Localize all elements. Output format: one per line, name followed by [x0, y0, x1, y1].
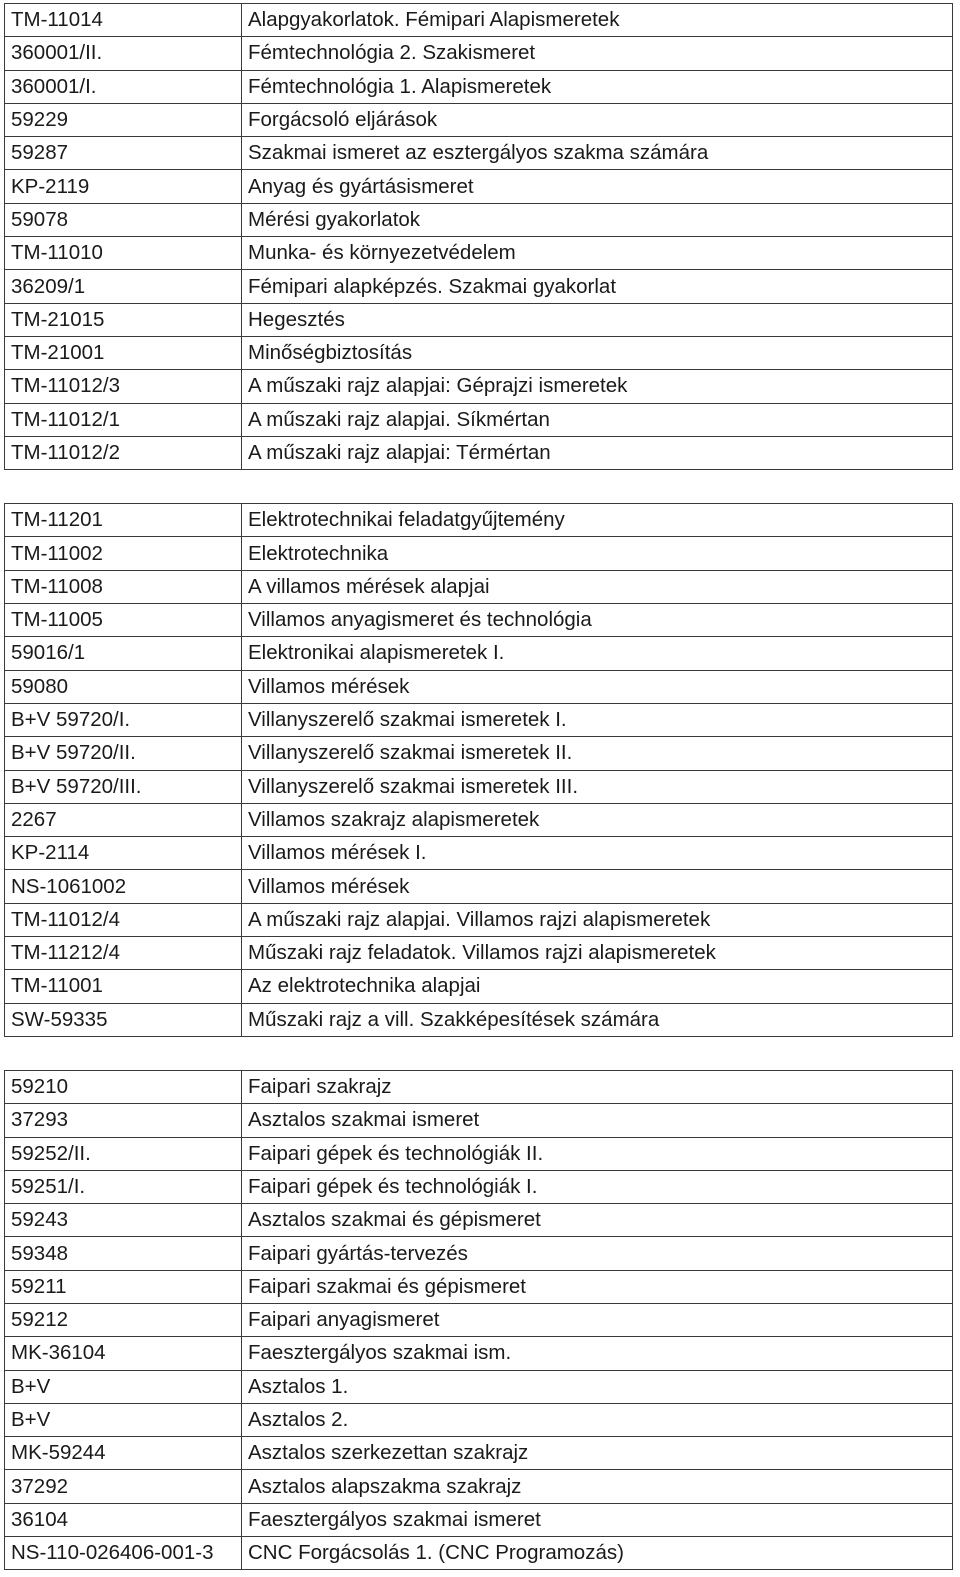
table-row — [5, 303, 953, 336]
item-code: 36209/1 — [5, 270, 242, 303]
item-title: Asztalos szerkezettan szakrajz — [242, 1437, 953, 1470]
item-title: Faesztergályos szakmai ism. — [242, 1337, 953, 1370]
item-title: Asztalos szakmai és gépismeret — [242, 1204, 953, 1237]
item-title: Villamos mérések — [242, 670, 953, 703]
table-row — [5, 4, 953, 37]
item-code: 59211 — [5, 1270, 242, 1303]
table-row — [5, 103, 953, 136]
table-row — [5, 1204, 953, 1237]
item-code: B+V — [5, 1403, 242, 1436]
table-row — [5, 737, 953, 770]
item-title: A villamos mérések alapjai — [242, 570, 953, 603]
table-row — [5, 570, 953, 603]
table-row — [5, 1503, 953, 1536]
item-code: 59243 — [5, 1204, 242, 1237]
item-title: Villamos szakrajz alapismeretek — [242, 803, 953, 836]
item-title: Szakmai ismeret az esztergályos szakma számára — [242, 137, 953, 170]
table-row — [5, 1237, 953, 1270]
table-row — [5, 70, 953, 103]
item-title: Minőségbiztosítás — [242, 336, 953, 369]
table-row — [5, 637, 953, 670]
table-row — [5, 370, 953, 403]
item-title: Faipari anyagismeret — [242, 1303, 953, 1336]
item-code: MK-36104 — [5, 1337, 242, 1370]
item-code: TM-11201 — [5, 504, 242, 537]
item-title: Villanyszerelő szakmai ismeretek III. — [242, 770, 953, 803]
item-code: TM-11014 — [5, 4, 242, 37]
table-row — [5, 504, 953, 537]
item-code: TM-11012/2 — [5, 436, 242, 469]
item-code: 2267 — [5, 803, 242, 836]
item-title: Forgácsoló eljárások — [242, 103, 953, 136]
item-title: Asztalos 2. — [242, 1403, 953, 1436]
table-row — [5, 436, 953, 469]
table-row — [5, 870, 953, 903]
table-row — [5, 770, 953, 803]
document — [4, 3, 952, 1570]
item-title: Villanyszerelő szakmai ismeretek I. — [242, 703, 953, 736]
table-row — [5, 270, 953, 303]
table-row — [5, 1370, 953, 1403]
item-title: Asztalos 1. — [242, 1370, 953, 1403]
item-title: Faipari gépek és technológiák I. — [242, 1170, 953, 1203]
item-title: A műszaki rajz alapjai. Síkmértan — [242, 403, 953, 436]
item-title: Elektrotechnikai feladatgyűjtemény — [242, 504, 953, 537]
electrical-books-body — [5, 504, 953, 1037]
table-row — [5, 1403, 953, 1436]
item-code: TM-11212/4 — [5, 937, 242, 970]
item-code: B+V — [5, 1370, 242, 1403]
item-code: 360001/II. — [5, 37, 242, 70]
item-title: Munka- és környezetvédelem — [242, 237, 953, 270]
item-title: Asztalos alapszakma szakrajz — [242, 1470, 953, 1503]
item-code: 59252/II. — [5, 1137, 242, 1170]
item-title: A műszaki rajz alapjai: Géprajzi ismeretek — [242, 370, 953, 403]
table-row — [5, 903, 953, 936]
table-row — [5, 937, 953, 970]
table-row — [5, 1337, 953, 1370]
item-code: TM-11001 — [5, 970, 242, 1003]
item-title: Faesztergályos szakmai ismeret — [242, 1503, 953, 1536]
item-code: TM-11002 — [5, 537, 242, 570]
woodwork-books-table — [4, 1070, 953, 1570]
item-title: A műszaki rajz alapjai: Térmértan — [242, 436, 953, 469]
section-spacer — [4, 470, 952, 503]
table-row — [5, 37, 953, 70]
table-row — [5, 1270, 953, 1303]
item-title: Az elektrotechnika alapjai — [242, 970, 953, 1003]
woodwork-books-body — [5, 1070, 953, 1569]
table-row — [5, 1437, 953, 1470]
item-code: TM-21001 — [5, 336, 242, 369]
item-code: TM-11005 — [5, 604, 242, 637]
item-title: Fémtechnológia 2. Szakismeret — [242, 37, 953, 70]
item-title: Mérési gyakorlatok — [242, 203, 953, 236]
item-title: Fémtechnológia 1. Alapismeretek — [242, 70, 953, 103]
item-title: Műszaki rajz a vill. Szakképesítések számára — [242, 1003, 953, 1036]
table-row — [5, 203, 953, 236]
item-title: Faipari gyártás-tervezés — [242, 1237, 953, 1270]
table-row — [5, 137, 953, 170]
item-code: NS-110-026406-001-3 — [5, 1537, 242, 1570]
item-title: Műszaki rajz feladatok. Villamos rajzi alapismeretek — [242, 937, 953, 970]
item-code: 37293 — [5, 1104, 242, 1137]
item-title: Faipari szakmai és gépismeret — [242, 1270, 953, 1303]
item-title: Alapgyakorlatok. Fémipari Alapismeretek — [242, 4, 953, 37]
item-code: KP-2114 — [5, 837, 242, 870]
item-code: 59210 — [5, 1070, 242, 1103]
item-code: B+V 59720/II. — [5, 737, 242, 770]
table-row — [5, 1470, 953, 1503]
item-code: 360001/I. — [5, 70, 242, 103]
table-row — [5, 703, 953, 736]
item-code: B+V 59720/I. — [5, 703, 242, 736]
table-row — [5, 237, 953, 270]
item-code: TM-11008 — [5, 570, 242, 603]
table-row — [5, 1104, 953, 1137]
item-title: Villanyszerelő szakmai ismeretek II. — [242, 737, 953, 770]
table-row — [5, 1170, 953, 1203]
table-row — [5, 336, 953, 369]
item-code: 59080 — [5, 670, 242, 703]
table-row — [5, 170, 953, 203]
table-row — [5, 604, 953, 637]
table-row — [5, 670, 953, 703]
table-row — [5, 1137, 953, 1170]
item-title: Faipari gépek és technológiák II. — [242, 1137, 953, 1170]
item-code: 59287 — [5, 137, 242, 170]
item-code: NS-1061002 — [5, 870, 242, 903]
item-title: Elektronikai alapismeretek I. — [242, 637, 953, 670]
electrical-books-table — [4, 503, 953, 1037]
item-code: 59251/I. — [5, 1170, 242, 1203]
table-row — [5, 837, 953, 870]
item-title: Anyag és gyártásismeret — [242, 170, 953, 203]
item-code: TM-11012/4 — [5, 903, 242, 936]
table-row — [5, 537, 953, 570]
table-row — [5, 1303, 953, 1336]
item-code: TM-21015 — [5, 303, 242, 336]
item-code: 59078 — [5, 203, 242, 236]
item-title: Villamos mérések I. — [242, 837, 953, 870]
table-row — [5, 803, 953, 836]
item-code: TM-11012/3 — [5, 370, 242, 403]
table-row — [5, 970, 953, 1003]
item-code: 36104 — [5, 1503, 242, 1536]
item-code: 59212 — [5, 1303, 242, 1336]
item-code: KP-2119 — [5, 170, 242, 203]
item-code: 59348 — [5, 1237, 242, 1270]
metal-books-table — [4, 3, 953, 470]
item-code: MK-59244 — [5, 1437, 242, 1470]
table-row — [5, 403, 953, 436]
item-title: Villamos anyagismeret és technológia — [242, 604, 953, 637]
item-code: TM-11012/1 — [5, 403, 242, 436]
item-title: Fémipari alapképzés. Szakmai gyakorlat — [242, 270, 953, 303]
item-title: Villamos mérések — [242, 870, 953, 903]
item-code: TM-11010 — [5, 237, 242, 270]
item-code: B+V 59720/III. — [5, 770, 242, 803]
item-code: 59229 — [5, 103, 242, 136]
metal-books-body — [5, 4, 953, 470]
section-spacer — [4, 1037, 952, 1070]
table-row — [5, 1070, 953, 1103]
item-title: Hegesztés — [242, 303, 953, 336]
item-title: Faipari szakrajz — [242, 1070, 953, 1103]
item-code: SW-59335 — [5, 1003, 242, 1036]
item-code: 59016/1 — [5, 637, 242, 670]
item-title: A műszaki rajz alapjai. Villamos rajzi alapismeretek — [242, 903, 953, 936]
item-code: 37292 — [5, 1470, 242, 1503]
item-title: Elektrotechnika — [242, 537, 953, 570]
table-row — [5, 1537, 953, 1570]
table-row — [5, 1003, 953, 1036]
item-title: CNC Forgácsolás 1. (CNC Programozás) — [242, 1537, 953, 1570]
item-title: Asztalos szakmai ismeret — [242, 1104, 953, 1137]
